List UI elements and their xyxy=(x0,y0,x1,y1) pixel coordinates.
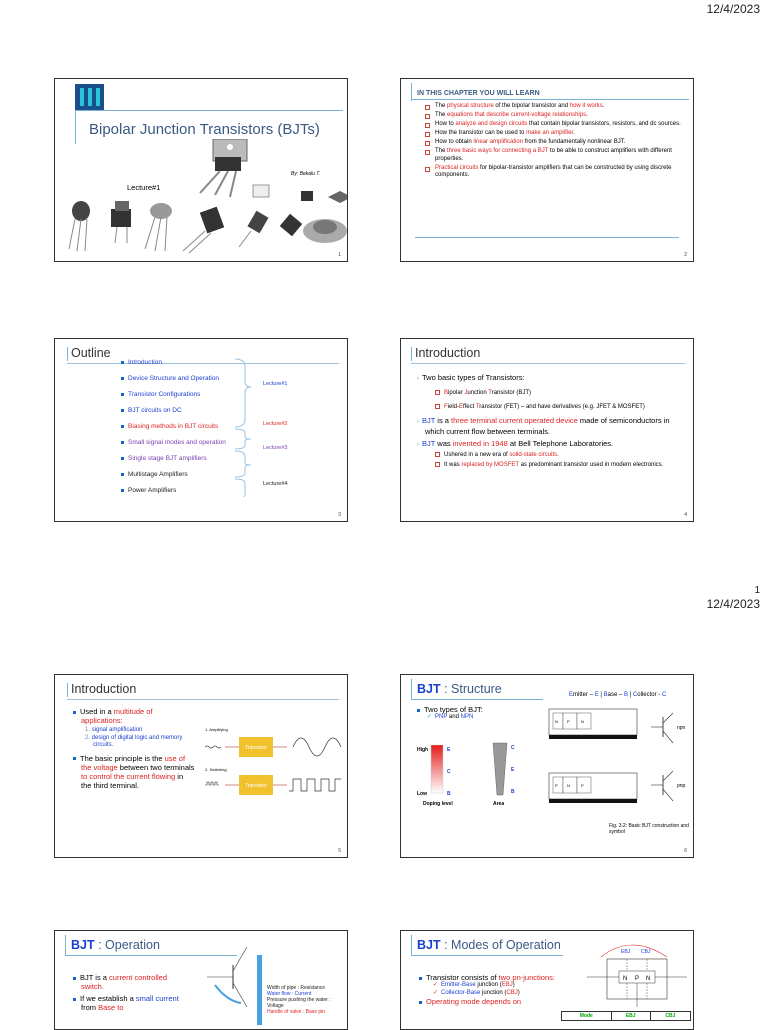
slide-6-types: PNP and NPN xyxy=(435,714,474,720)
slide-8-bullet-2: Operating mode depends on xyxy=(426,997,522,1006)
slide-5-sublist xyxy=(85,727,195,750)
slide-3-number: 3 xyxy=(338,512,341,518)
outline-item: Small signal modes and operation xyxy=(121,439,226,446)
svg-text:B: B xyxy=(447,791,451,797)
svg-text:N: N xyxy=(555,719,558,724)
svg-text:N: N xyxy=(567,783,570,788)
slide-8-cbj: Collector-Base junction (CBJ) xyxy=(441,989,520,996)
learn-item: How to obtain linear amplification from the fundamentally nonlinear BJT. xyxy=(425,139,687,147)
svg-text:P: P xyxy=(555,783,558,788)
pn-junction-diagram xyxy=(583,937,693,1011)
slide-8: BJT : Modes of Operation Transistor consists of two pn-junctions: ✓ Emitter-Base junction (EBJ) ✓ Collector-Base junction (CBJ) Operating mode depends on EBJ CBJ N P N Mode EBJ CBJ xyxy=(400,930,694,1030)
outline-item: Single stage BJT amplifiers xyxy=(121,455,207,462)
outline-item: Introduction xyxy=(121,359,162,366)
slide-1 xyxy=(54,78,348,262)
application-item: 1. signal amplification xyxy=(85,727,143,733)
slide-4-bullet-1: Two basic types of Transistors: xyxy=(422,373,525,382)
slide-1-author: By: Bekalu T. xyxy=(291,171,321,177)
learn-item: The physical structure of the bipolar transistor and how it works. xyxy=(425,103,687,111)
analogy-note: Water flow : Current xyxy=(267,991,312,997)
page-date-top: 12/4/2023 xyxy=(706,2,760,16)
slide-5-number: 5 xyxy=(338,848,341,854)
slide-4-mosfet: It was replaced by MOSFET as predominant transistor used in modern electronics. xyxy=(444,461,664,468)
slide-5-title: Introduction xyxy=(71,682,137,696)
lecture-label: Lecture#3 xyxy=(263,445,288,451)
npn-label: npn xyxy=(677,725,686,731)
slide-5-bullet-2: The basic principle is the use of the voltage between two terminals to control the current flowing in the third terminal. xyxy=(80,753,195,790)
doping-label: Doping level xyxy=(423,801,453,807)
analogy-note: Width of pipe : Resistance xyxy=(267,985,326,991)
slide-7-bullet-2: If we establish a small current from Base to xyxy=(80,994,179,1012)
svg-text:N: N xyxy=(623,976,628,982)
svg-text:C: C xyxy=(447,769,451,775)
amplify-label: 1. Amplifying xyxy=(205,727,228,732)
svg-text:B: B xyxy=(511,789,515,795)
svg-text:C: C xyxy=(511,745,515,751)
switch-label: 2. Switching xyxy=(205,767,227,772)
slide-5-title-bar xyxy=(67,682,339,700)
slide-4-bullet-3: BJT was invented in 1948 at Bell Telephone Laboratories. xyxy=(422,439,614,449)
slide-4-title-bar xyxy=(411,346,685,364)
slide-2 xyxy=(400,78,694,262)
slide-4-bjt: Bipolar Junction Transistor (BJT) xyxy=(444,390,532,397)
learn-item: The equations that describe current-voltage relationships. xyxy=(425,112,687,120)
slide-7-analogy-notes xyxy=(267,985,347,1015)
learn-item: How to analyze and design circuits that contain bipolar transistors, resistors, and dc sources. xyxy=(425,121,687,129)
ebj-label: EBJ xyxy=(621,949,631,955)
slide-7-bullet-1: BJT is a current controlled switch. xyxy=(80,973,167,991)
slide-6-bullet-1: Two types of BJT: xyxy=(424,705,483,714)
svg-text:P: P xyxy=(567,719,570,724)
transistor-box-1: Transistor xyxy=(244,745,268,751)
svg-text:E: E xyxy=(447,747,451,753)
svg-text:E: E xyxy=(511,767,515,773)
slide-logo xyxy=(75,84,104,110)
slide-4: Introduction › Two basic types of Transistors: Bipolar Junction Transistor (BJT) Field-Effect Transistor (FET) – and have derivatives (e.g. JFET & MOSFET) › BJT is a three terminal current operated device made of semiconductors in which current flow between terminals. › BJT was invented in 1948 at Bell Telephone Laboratories. Ushered in a new era of solid-state circuits. It was replaced by MOSFET as predominant transistor used in modern electronics. 4 xyxy=(400,338,694,522)
svg-text:N: N xyxy=(581,719,584,724)
outline-item: BJT circuits on DC xyxy=(121,407,182,414)
amplify-switch-diagram xyxy=(203,725,347,805)
analogy-note: Pressure pushing the water : Voltage xyxy=(267,997,331,1009)
slide-2-list xyxy=(425,103,687,181)
slide-4-era: Ushered in a new era of solid-state circuits. xyxy=(444,452,559,459)
svg-text:P: P xyxy=(581,783,584,788)
lecture-label: Lecture#1 xyxy=(263,381,288,387)
slide-8-bullet-1: Transistor consists of two pn-junctions: xyxy=(426,973,555,982)
lecture-label: Lecture#4 xyxy=(263,481,288,487)
slide-1-lecture: Lecture#1 xyxy=(127,183,161,192)
slide-2-number: 2 xyxy=(684,252,687,258)
application-item: 2. design of digital logic and memory circuits. xyxy=(85,734,183,748)
table-header-cell: EBJ xyxy=(611,1012,650,1021)
analogy-note: Handle of valve : Base pin xyxy=(267,1009,326,1015)
slide-6-terminal-header: Emitter – E | Base – B | Collector - C xyxy=(569,692,667,698)
slide-4-bullet-2: BJT is a three terminal current operated device made of semiconductors in which current flow between terminals. xyxy=(422,416,670,437)
table-header-cell: Mode xyxy=(562,1012,612,1021)
table-header-cell: CBJ xyxy=(650,1012,690,1021)
outline-item: Biasing methods in BJT circuits xyxy=(121,423,218,430)
lecture-label: Lecture#2 xyxy=(263,421,288,427)
slide-6: BJT : Structure Emitter – E | Base – B | Collector - C Two types of BJT: ✓ PNP and NPN High E C B Low Doping level C E B Area N P N P N P npn pnp Fig. 3.2: Basic BJT construction and symbol 6 xyxy=(400,674,694,858)
slide-3-title: Outline xyxy=(71,346,111,360)
doping-low: Low xyxy=(417,791,427,797)
slide-4-number: 4 xyxy=(684,512,687,518)
page-number: 1 xyxy=(754,585,760,596)
bjt-construction-diagram xyxy=(539,703,693,831)
slide-6-caption: Fig. 3.2: Basic BJT construction and symbol xyxy=(609,823,689,835)
doping-area-chart xyxy=(417,739,537,809)
slide-7 xyxy=(54,930,348,1030)
slide-1-title: Bipolar Junction Transistors (BJTs) xyxy=(89,121,320,138)
outline-item: Device Structure and Operation xyxy=(121,375,219,382)
slide-5 xyxy=(54,674,348,858)
area-label: Area xyxy=(493,801,505,807)
pnp-label: pnp xyxy=(677,783,686,789)
slide-6-title: BJT : Structure xyxy=(417,682,502,696)
slide-4-title: Introduction xyxy=(415,346,481,360)
doping-high: High xyxy=(417,747,429,753)
slide-6-number: 6 xyxy=(684,848,687,854)
outline-braces xyxy=(231,357,271,497)
transistor-photos xyxy=(55,139,348,262)
learn-item: The three basic ways for connecting a BJT to be able to construct amplifiers with different properties. xyxy=(425,148,687,163)
svg-text:P: P xyxy=(635,976,640,982)
slide-2-heading: IN THIS CHAPTER YOU WILL LEARN xyxy=(417,90,540,97)
slide-8-title: BJT : Modes of Operation xyxy=(417,938,561,952)
slide-8-ebj: Emitter-Base junction (EBJ) xyxy=(441,982,515,988)
outline-item: Power Amplifiers xyxy=(121,487,176,494)
modes-table xyxy=(561,1011,691,1021)
slide-1-number: 1 xyxy=(338,252,341,258)
cbj-label: CBJ xyxy=(641,949,651,955)
learn-item: How the transistor can be used to make an amplifier. xyxy=(425,130,687,138)
transistor-box-2: Transistor xyxy=(244,783,268,789)
slide-5-bullet-1: Used in a multitude of applications: xyxy=(80,707,153,725)
outline-item: Multistage Amplifiers xyxy=(121,471,188,478)
outline-item: Transistor Configurations xyxy=(121,391,200,398)
bjt-symbol-operation xyxy=(203,941,263,1030)
slide-4-fet: Field-Effect Transistor (FET) – and have derivatives (e.g. JFET & MOSFET) xyxy=(444,403,645,410)
learn-item: Practical circuits for bipolar-transistor amplifiers that can be constructed by using discrete components. xyxy=(425,165,687,180)
slide-3-title-bar xyxy=(67,346,339,364)
svg-text:N: N xyxy=(646,976,651,982)
slide-7-title: BJT : Operation xyxy=(71,938,160,952)
slide-3 xyxy=(54,338,348,522)
page-date-mid: 12/4/2023 xyxy=(706,597,760,611)
